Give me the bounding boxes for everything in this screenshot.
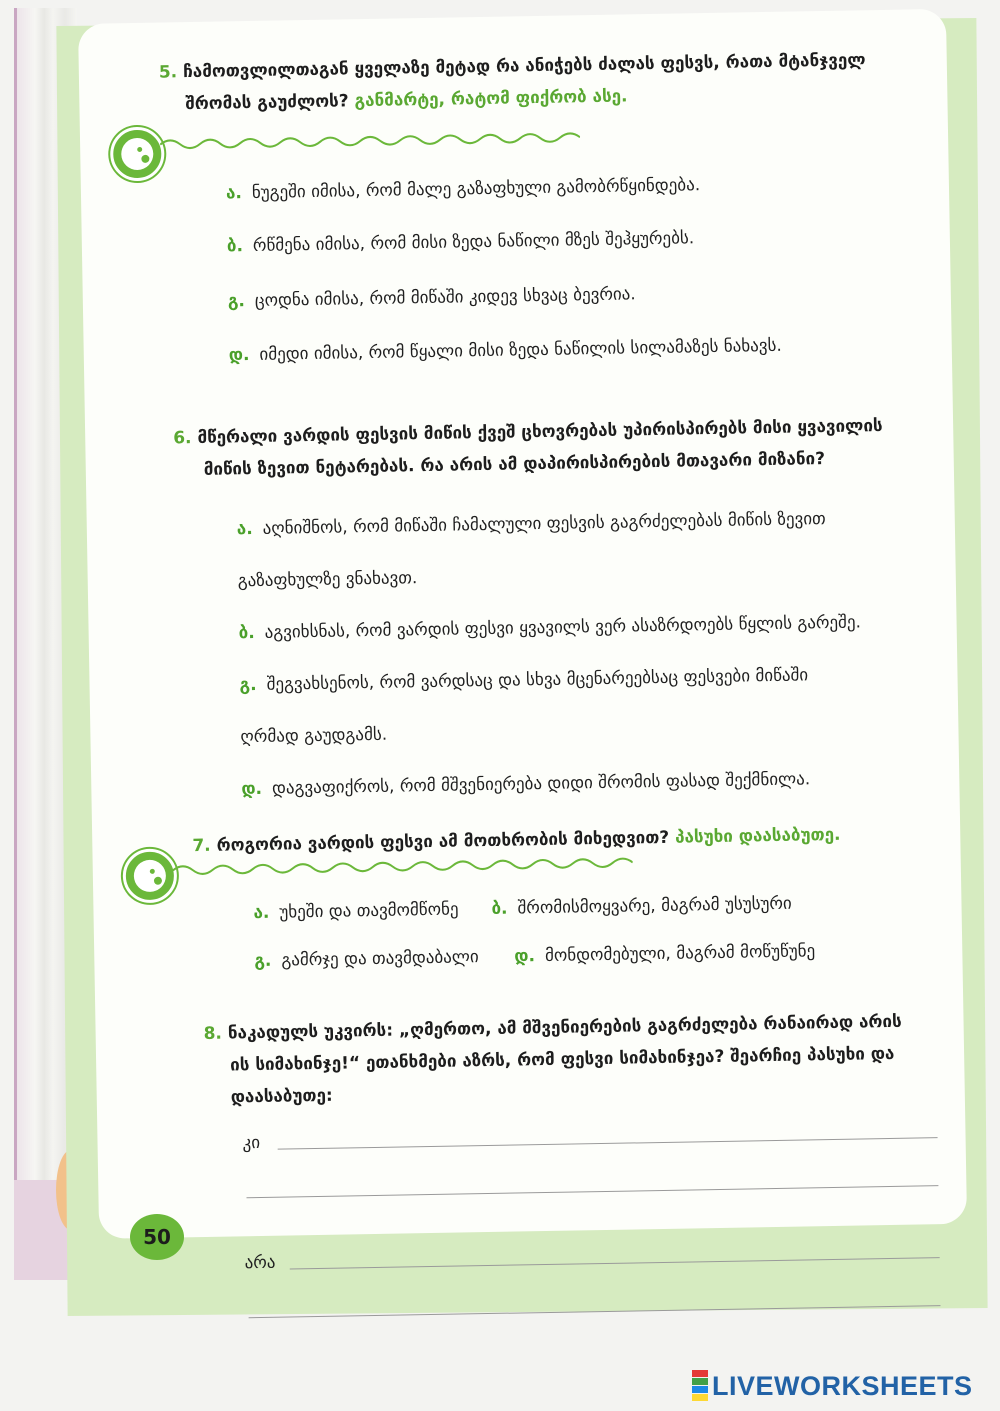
question-text: შრომას გაუძლოს?: [185, 91, 349, 115]
question-text: მწერალი ვარდის ფესვის მიწის ქვეშ ცხოვრებას უპირისპირებს მისი ყვავილის: [197, 416, 883, 448]
answer-option[interactable]: დ. დაგვაფიქროს, რომ მშვენიერება დიდი შრომის ფასად შექმნილა.: [241, 769, 811, 800]
logo-icon: [692, 1370, 708, 1402]
logo-text: LIVEWORKSHEETS: [712, 1370, 973, 1401]
question-text: ის სიმახინჯე!“ ეთანხმები აზრს, რომ ფესვი სიმახინჯეა? შეარჩიე პასუხი და: [230, 1043, 895, 1076]
yes-label: კი: [242, 1132, 261, 1154]
no-label: არა: [244, 1252, 276, 1274]
question-text: როგორია ვარდის ფესვი ამ მოთხრობის მიხედვით?: [216, 827, 670, 856]
answer-option[interactable]: გ. გამრჯე და თავმდაბალი: [254, 947, 479, 972]
answer-option[interactable]: ბ. აგვიხსნას, რომ ვარდის ფესვი ყვავილს ვერ ასაზრდოებს წყლის გარეშე.: [238, 612, 862, 644]
page-number: 50: [130, 1214, 184, 1260]
answer-option[interactable]: გ. შეგვახსენოს, რომ ვარდსაც და სხვა მცენარეებსაც ფესვები მიწაში: [239, 665, 809, 696]
answer-line[interactable]: [247, 1185, 939, 1198]
question-text: ნაკადულს უკვირს: „ღმერთო, ამ მშვენიერების გაგრძელება რანაირად არის: [227, 1011, 902, 1044]
answer-option[interactable]: ბ. რწმენა იმისა, რომ მისი ზედა ნაწილი მზეს შეჰყურებს.: [226, 228, 695, 257]
question-5: [159, 44, 867, 120]
answer-option[interactable]: ბ. შრომისმოყვარე, მაგრამ უსუსური: [491, 893, 792, 919]
question-number: 6.: [173, 428, 192, 449]
liveworksheets-logo: [692, 1370, 973, 1402]
answer-option[interactable]: დ. მონდომებული, მაგრამ მოწუწუნე: [514, 941, 816, 967]
question-text: დაასაბუთე:: [230, 1085, 333, 1108]
speech-bubble-icon: [110, 127, 165, 182]
worksheet-page: [78, 9, 967, 1274]
answer-option[interactable]: დ. იმედი იმისა, რომ წყალი მისი ზედა ნაწილის სილამაზეს ნახავს.: [228, 335, 783, 366]
question-number: 5.: [158, 62, 178, 83]
question-text: მიწის ზევით ნეტარებას. რა არის ამ დაპირისპირების მთავარი მიზანი?: [203, 449, 826, 480]
answer-option[interactable]: ა. უხეში და თავმომწონე: [253, 899, 459, 924]
answer-option[interactable]: ა. აღნიშნოს, რომ მიწაში ჩამალული ფესვის გაგრძელებას მიწის ზევით: [236, 509, 826, 540]
wavy-divider: [160, 127, 580, 154]
question-6: [173, 410, 883, 486]
answer-line-yes[interactable]: [278, 1137, 938, 1150]
speech-bubble-icon: [122, 848, 177, 903]
answer-option[interactable]: გ. ცოდნა იმისა, რომ მიწაში კიდევ სხვაც ბევრია.: [227, 284, 636, 312]
question-number: 8.: [203, 1023, 223, 1044]
question-8: [203, 1006, 903, 1114]
question-instruction: განმარტე, რატომ ფიქრობ ასე.: [354, 86, 628, 112]
answer-option-continuation: ღრმად გაუდგამს.: [240, 724, 388, 748]
question-number: 7.: [192, 835, 211, 857]
question-instruction: პასუხი დაასაბუთე.: [674, 824, 841, 848]
answer-option[interactable]: ა. ნუგეში იმისა, რომ მალე გაზაფხული გამობრწყინდება.: [225, 175, 701, 204]
answer-option-continuation: გაზაფხულზე ვნახავთ.: [237, 568, 418, 592]
question-text: ჩამოთვლილთაგან ყველაზე მეტად რა ანიჭებს ძალას ფესვს, რათა მტანჯველ: [182, 50, 866, 83]
